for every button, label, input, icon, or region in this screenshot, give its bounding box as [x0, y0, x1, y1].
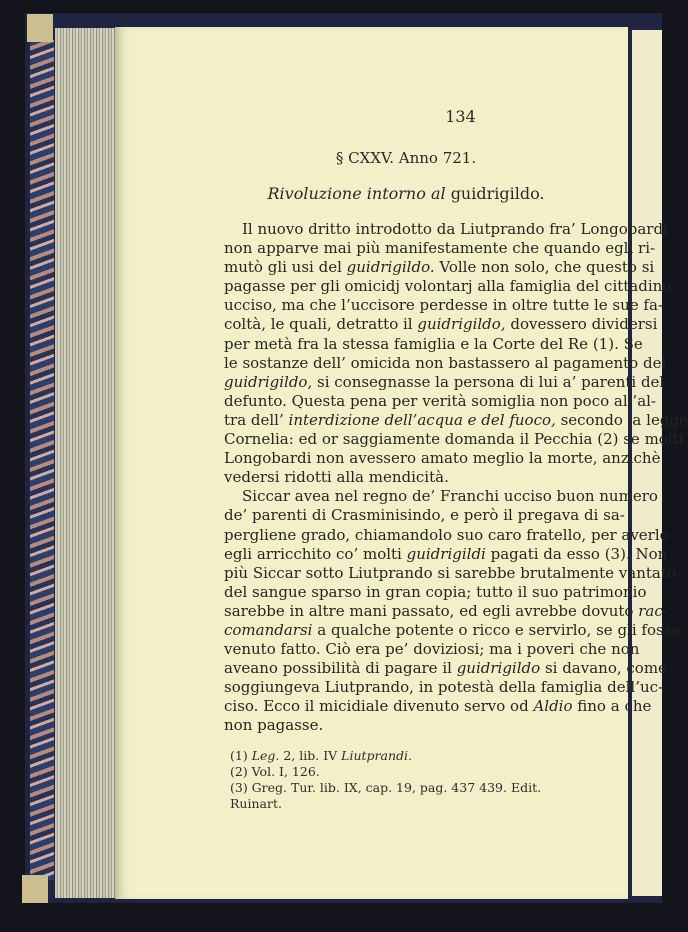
book-page — [115, 27, 688, 899]
text-line — [224, 334, 643, 354]
text-run: pagasse per gli omicidj volontarj alla famiglia del cittadino — [224, 277, 672, 296]
text-run: aveano possibilità di pagare il — [224, 659, 457, 678]
text-run: 2, lib. IV — [279, 748, 342, 763]
text-run: Il nuovo dritto introdotto da Liutprando fra’ Longobardi — [242, 220, 668, 238]
footnote — [230, 748, 590, 764]
body-text — [224, 220, 688, 736]
text-line — [224, 620, 681, 640]
text-line — [224, 430, 684, 449]
text-line — [224, 468, 588, 487]
footnote — [230, 764, 590, 780]
footnotes — [230, 748, 590, 812]
text-run: venuto fatto. Ciò era pe’ doviziosi; ma i poveri che non — [224, 640, 640, 659]
text-line — [224, 544, 668, 564]
text-line — [224, 353, 667, 373]
italic-text: guidrigildo — [456, 659, 541, 678]
text-line — [224, 487, 658, 506]
text-run: defunto. Questa pena per verità somiglia non poco all’al- — [224, 391, 657, 410]
italic-text: Leg. — [251, 748, 280, 763]
text-run: vedersi ridotti alla mendicità. — [224, 468, 449, 487]
page-edges — [55, 28, 115, 898]
text-line — [224, 410, 688, 430]
italic-text: guidrigildo, — [417, 315, 506, 334]
text-run: egli arricchito co’ molti — [224, 544, 407, 563]
text-line — [224, 678, 664, 697]
text-run: ciso. Ecco il micidiale divenuto servo od — [224, 697, 534, 716]
marbled-endpaper — [30, 40, 54, 880]
text-run: non apparve mai più manifestamente che quando egli ri- — [224, 239, 656, 258]
text-run: sarebbe in altre mani passato, ed egli avrebbe dovuto — [224, 601, 639, 620]
text-run: Siccar avea nel regno de’ Franchi ucciso buon numero — [242, 487, 658, 506]
section-heading: § CXXV. Anno 721. — [335, 149, 477, 167]
italic-text: Liutprandi. — [341, 748, 412, 763]
text-line — [224, 220, 668, 239]
text-run: le sostanze dell’ omicida non bastassero al pagamento del — [224, 353, 667, 372]
text-line — [224, 391, 657, 411]
text-line — [224, 640, 640, 659]
text-run: secondo la legge — [555, 410, 688, 429]
italic-text: interdizione dell’acqua e del fuoco, — [288, 410, 556, 429]
text-line — [224, 315, 658, 334]
footnote — [230, 780, 590, 812]
text-run: guidrigildo. — [450, 184, 545, 203]
cover-corner-bottom — [22, 875, 48, 903]
text-line — [224, 449, 661, 468]
text-line — [224, 582, 647, 602]
text-line — [224, 506, 625, 525]
text-line — [224, 296, 663, 315]
text-run: Longobardi non avessero amato meglio la morte, anzichè — [224, 449, 661, 468]
text-run: (3) Greg. Tur. lib. IX, cap. 19, pag. 437 439. Edit. Ruinart. — [230, 780, 542, 811]
italic-text: comandarsi — [224, 620, 313, 639]
text-run: Volle non solo, che questo si — [434, 258, 655, 277]
text-line — [224, 601, 668, 621]
italic-text: rac- — [638, 601, 668, 620]
text-run: del sangue sparso in gran copia; tutto il suo patrimonio — [224, 582, 647, 601]
text-line — [224, 277, 672, 296]
text-line — [224, 659, 667, 678]
text-run: , si consegnasse la persona di lui a’ parenti del — [307, 372, 665, 391]
text-run: pergliene grado, chiamandolo suo caro fratello, per averlo — [224, 525, 669, 544]
text-run: Cornelia: ed or saggiamente domanda il Pecchia (2) se molti — [224, 430, 684, 449]
text-line — [224, 372, 665, 392]
italic-text: Rivoluzione intorno al — [267, 184, 451, 203]
text-run: (1) — [230, 748, 252, 763]
text-line — [224, 697, 652, 716]
text-run: per metà fra la stessa famiglia e la Corte del Re (1). Se — [224, 334, 643, 353]
text-run: si davano, come — [540, 659, 667, 678]
text-run: dovessero dividersi — [505, 315, 658, 334]
text-run: soggiungeva Liutprando, in potestà della famiglia dell’uc- — [224, 678, 664, 697]
text-run: a qualche potente o ricco e servirlo, se gli fosse — [312, 620, 681, 639]
text-run: de’ parenti di Crasminisindo, e però il pregava di sa- — [224, 506, 625, 525]
text-run: ucciso, ma che l’uccisore perdesse in oltre tutte le sue fa- — [224, 296, 663, 315]
text-line — [224, 716, 588, 735]
cover-corner-top — [27, 14, 53, 42]
italic-text: guidrigildo — [224, 372, 308, 391]
text-run: mutò gli usi del — [224, 258, 347, 277]
text-line — [224, 525, 669, 545]
text-run: (2) Vol. I, 126. — [230, 764, 320, 779]
italic-text: Aldio — [533, 697, 573, 716]
text-line — [224, 563, 676, 583]
text-run: più Siccar sotto Liutprando si sarebbe brutalmente vantato — [224, 563, 676, 582]
page-number: 134 — [445, 107, 476, 126]
text-run: pagati da esso (3). Non — [485, 544, 668, 563]
text-line — [224, 258, 655, 277]
text-run: non pagasse. — [224, 716, 324, 735]
italic-text: guidrigildi — [406, 544, 486, 563]
italic-text: guidrigildo. — [346, 258, 435, 277]
text-run: fino a che — [572, 697, 652, 716]
section-subtitle — [224, 184, 588, 203]
text-run: coltà, le quali, detratto il — [224, 315, 418, 334]
text-line — [224, 239, 656, 258]
text-run: tra dell’ — [224, 410, 289, 429]
